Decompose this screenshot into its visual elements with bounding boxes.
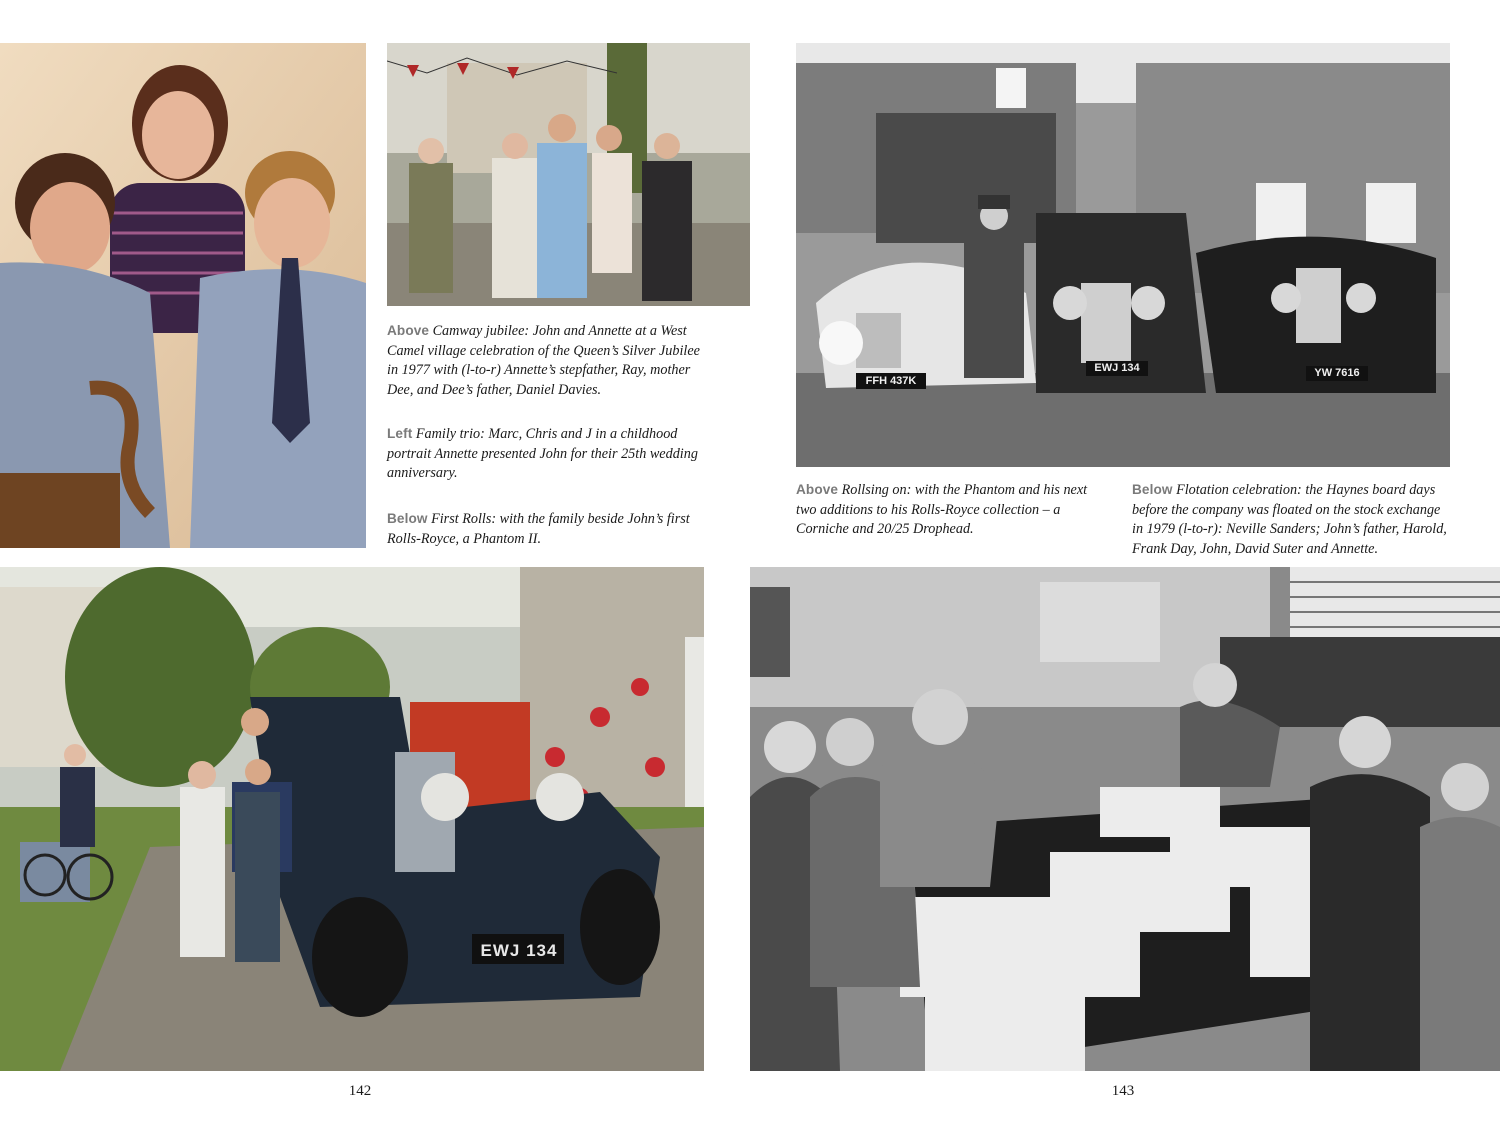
plate-ewj-134-right: EWJ 134 xyxy=(1094,362,1140,374)
caption-text: Rollsing on: with the Phantom and his next two additions to his Rolls-Royce collection – a Corniche and 20/25 Drophead. xyxy=(796,482,1088,538)
photo-rollsing-on xyxy=(796,43,1450,467)
caption-left xyxy=(387,424,707,484)
caption-keyword: Below xyxy=(1132,482,1173,497)
caption-above-right xyxy=(796,480,1101,540)
photo-flotation-celebration xyxy=(750,567,1500,1071)
caption-keyword: Above xyxy=(387,323,430,338)
photo-camway-jubilee xyxy=(387,43,750,306)
plate-yw-7616: YW 7616 xyxy=(1314,367,1360,379)
caption-above-left xyxy=(387,321,707,400)
photo-first-rolls xyxy=(0,567,704,1071)
plate-ffh-437k: FFH 437K xyxy=(865,375,917,387)
caption-text: Camway jubilee: John and Annette at a West Camel village celebration of the Queen’s Silver Jubilee in 1977 with (l-to-r) Annette’s stepfather, Ray, mother Dee, and Dee’s father, Daniel Davies. xyxy=(387,323,700,398)
plate-ewj-134-left: EWJ 134 xyxy=(480,941,558,960)
photo-family-trio xyxy=(0,43,366,548)
page-number-right: 143 xyxy=(1111,1083,1135,1099)
caption-text: Flotation celebration: the Haynes board days before the company was floated on the stock exchange in 1979 (l-to-r): Neville Sanders; John’s father, Harold, Frank Day, John, David Suter and Annette. xyxy=(1132,482,1447,557)
caption-keyword: Left xyxy=(387,426,413,441)
caption-keyword: Below xyxy=(387,511,428,526)
page-number-left: 142 xyxy=(348,1083,372,1099)
caption-below-right xyxy=(1132,480,1450,559)
caption-keyword: Above xyxy=(796,482,839,497)
caption-text: First Rolls: with the family beside John’s first Rolls-Royce, a Phantom II. xyxy=(387,511,690,547)
caption-text: Family trio: Marc, Chris and J in a childhood portrait Annette presented John for their 25th wedding anniversary. xyxy=(387,426,698,482)
caption-below-left xyxy=(387,509,707,549)
